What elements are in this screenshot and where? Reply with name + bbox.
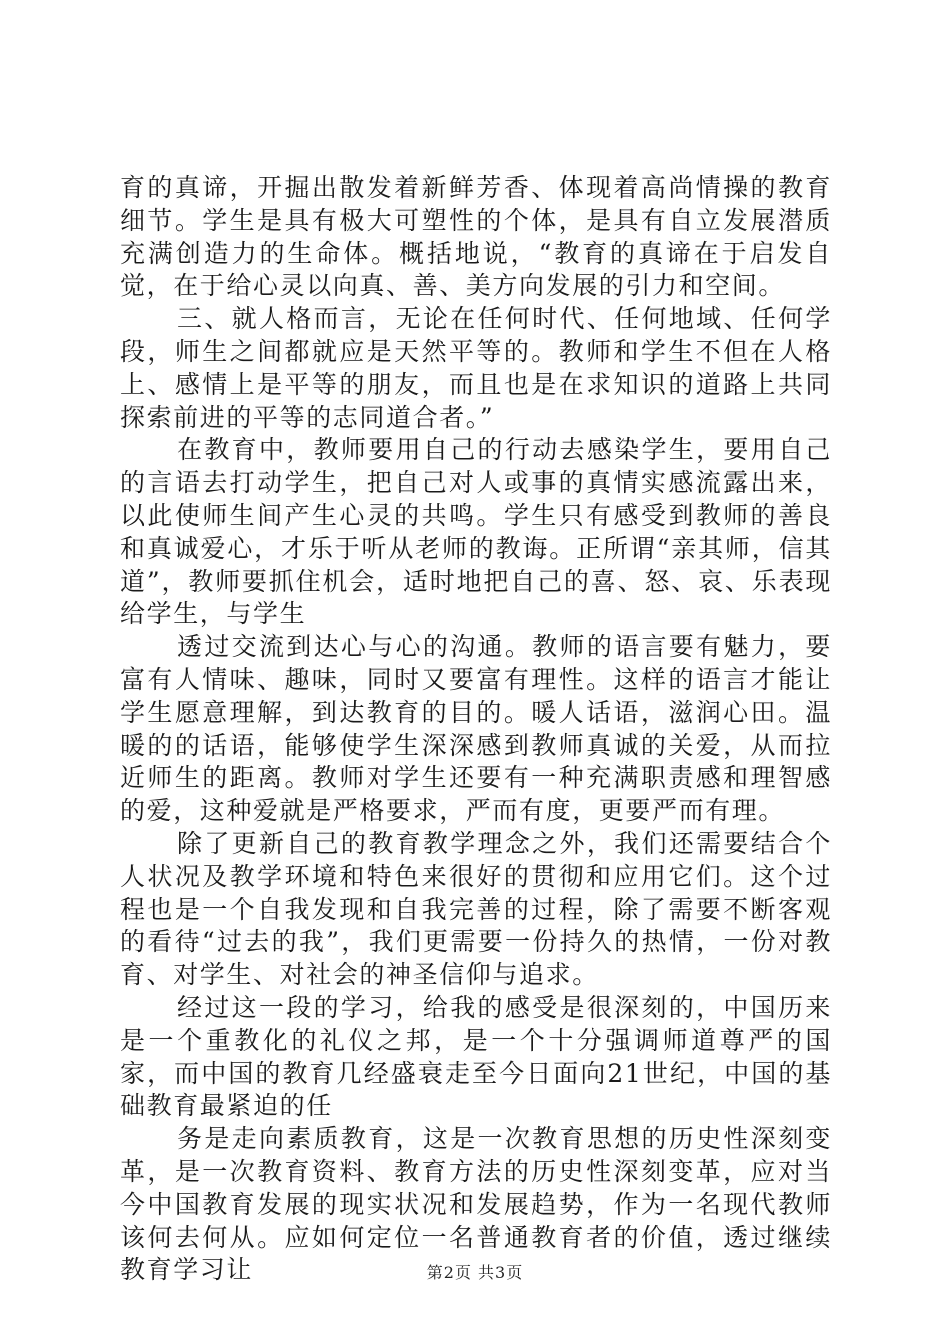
paragraph-quality-education: 务是走向素质教育，这是一次教育思想的历史性深刻变革，是一次教育资料、教育方法的历史性深刻变革，应对当今中国教育发展的现实状况和发展趋势，作为一名现代教师该何去何从。应如何定位一名普通教育者的价值，透过继续教育学习让 [120,1124,832,1285]
paragraph-continued: 育的真谛，开掘出散发着新鲜芳香、体现着高尚情操的教育细节。学生是具有极大可塑性的个体，是具有自立发展潜质充满创造力的生命体。概括地说，“教育的真谛在于启发自觉，在于给心灵以向真、善、美方向发展的引力和空间。 [120,173,832,301]
document-body [120,172,832,1287]
paragraph-learning-feeling: 经过这一段的学习，给我的感受是很深刻的，中国历来是一个重教化的礼仪之邦，是一个十分强调师道尊严的国家，而中国的教育几经盛衰走至今日面向21世纪，中国的基础教育最紧迫的任 [120,992,832,1121]
paragraph-personality-equality: 三、就人格而言，无论在任何时代、任何地域、任何学段，师生之间都就应是天然平等的。教师和学生不但在人格上、感情上是平等的朋友，而且也是在求知识的道路上共同探索前进的平等的志同道合者。” [120,304,832,432]
paragraph-communication: 透过交流到达心与心的沟通。教师的语言要有魅力，要富有人情味、趣味，同时又要富有理性。这样的语言才能让学生愿意理解，到达教育的目的。暖人话语，滋润心田。温暖的的话语，能够使学生深深感到教师真诚的关爱，从而拉近师生的距离。教师对学生还要有一种充满职责感和理智感的爱，这种爱就是严格要求，严而有度，更要严而有理。 [120,632,832,826]
paragraph-update-ideas: 除了更新自己的教育教学理念之外，我们还需要结合个人状况及教学环境和特色来很好的贯彻和应用它们。这个过程也是一个自我发现和自我完善的过程，除了需要不断客观的看待“过去的我”，我们更需要一份持久的热情，一份对教育、对学生、对社会的神圣信仰与追求。 [120,828,832,990]
paragraph-teacher-action: 在教育中，教师要用自己的行动去感染学生，要用自己的言语去打动学生，把自己对人或事的真情实感流露出来，以此使师生间产生心灵的共鸣。学生只有感受到教师的善良和真诚爱心，才乐于听从老师的教诲。正所谓“亲其师，信其道”，教师要抓住机会，适时地把自己的喜、怒、哀、乐表现给学生，与学生 [120,435,832,629]
page-number-footer: 第2页 共3页 [426,1263,524,1282]
